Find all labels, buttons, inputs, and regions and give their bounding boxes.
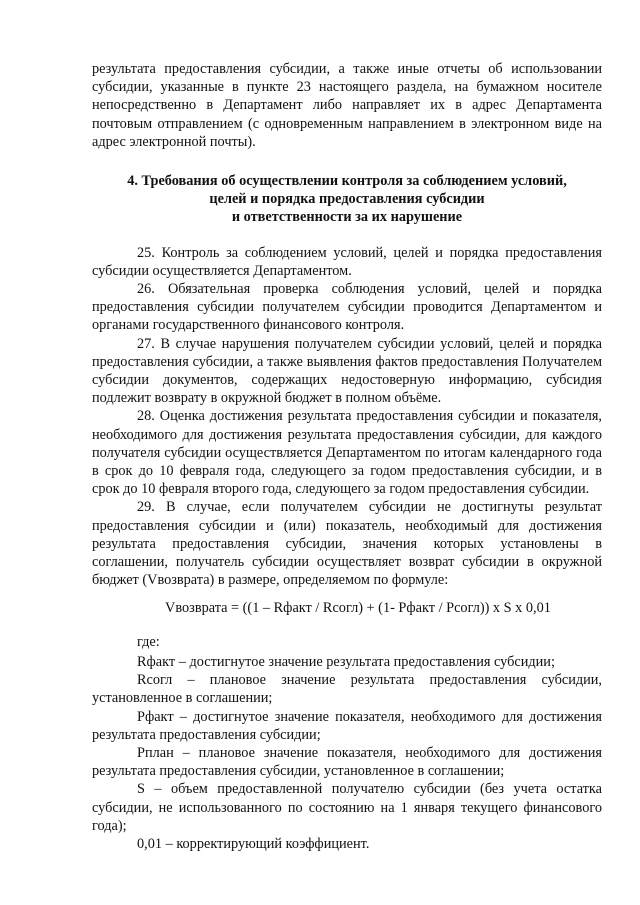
intro-paragraph: результата предоставления субсидии, а также иные отчеты об использовании субсидии, указанные в пункте 23 настоящего раздела, на бумажном носителе непосредственно в Департамент либо направляет их в адрес Департамента почтовым отправлением (с одновременным направлением в электронном виде на адрес электронной почты).: [92, 61, 602, 150]
section-heading-line-3: и ответственности за их нарушение: [231, 209, 463, 226]
paragraph-28: 28. Оценка достижения результата предоставления субсидии и показателя, необходимого для достижения результата предоставления субсидии, для каждого получателя субсидии осуществляется Департаментом по итогам календарного года в срок до 10 февраля года, следующего за годом предоставления субсидии, и в срок до 10 февраля второго года, следующего за годом предоставления субсидии.: [92, 408, 602, 498]
paragraph-29: 29. В случае, если получателем субсидии не достигнуты результат предоставления субсидии и (или) показатель, необходимый для достижения результата предоставления субсидии, значения которых установлены в соглашении, получатель субсидии осуществляет возврат субсидии в окружной бюджет (Vвозврата) в размере, определяемом по формуле:: [92, 499, 602, 589]
section-heading-line-1: 4. Требования об осуществлении контроля за соблюдением условий,: [127, 173, 567, 190]
section-heading: [92, 172, 602, 227]
definition-pfact: Рфакт – достигнутое значение показателя, необходимого для достижения результата предоставления субсидии;: [92, 708, 602, 743]
section-heading-line-2: целей и порядка предоставления субсидии: [209, 191, 485, 208]
definition-pplan: Рплан – плановое значение показателя, необходимого для достижения результата предоставления субсидии, установленное в соглашении;: [92, 744, 602, 780]
definition-coefficient: 0,01 – корректирующий коэффициент.: [137, 835, 370, 852]
definition-s: S – объем предоставленной получателю субсидии (без учета остатка субсидии, не использованного по состоянию на 1 января текущего финансового года);: [92, 781, 602, 834]
paragraph-26: 26. Обязательная проверка соблюдения условий, целей и порядка предоставления субсидии получателем субсидии проводится Департаментом и органами государственного финансового контроля.: [92, 281, 602, 334]
paragraph-27: 27. В случае нарушения получателем субсидии условий, целей и порядка предоставления субсидии, а также выявления фактов предоставления Получателем субсидии документов, содержащих недостоверную информацию, субсидия подлежит возврату в окружной бюджет в полном объёме.: [92, 335, 602, 407]
refund-formula: Vвозврата = ((1 – Rфакт / Rсогл) + (1- Рфакт / Рсогл)) х S х 0,01: [165, 600, 551, 617]
definition-rfact: Rфакт – достигнутое значение результата предоставления субсидии;: [137, 653, 555, 670]
paragraph-25: 25. Контроль за соблюдением условий, целей и порядка предоставления субсидии осуществляется Департаментом.: [92, 244, 602, 279]
document-page: [92, 60, 602, 853]
where-label: где:: [137, 633, 160, 650]
definition-rsogl: Rсогл – плановое значение результата предоставления субсидии, установленное в соглашении;: [92, 672, 602, 707]
